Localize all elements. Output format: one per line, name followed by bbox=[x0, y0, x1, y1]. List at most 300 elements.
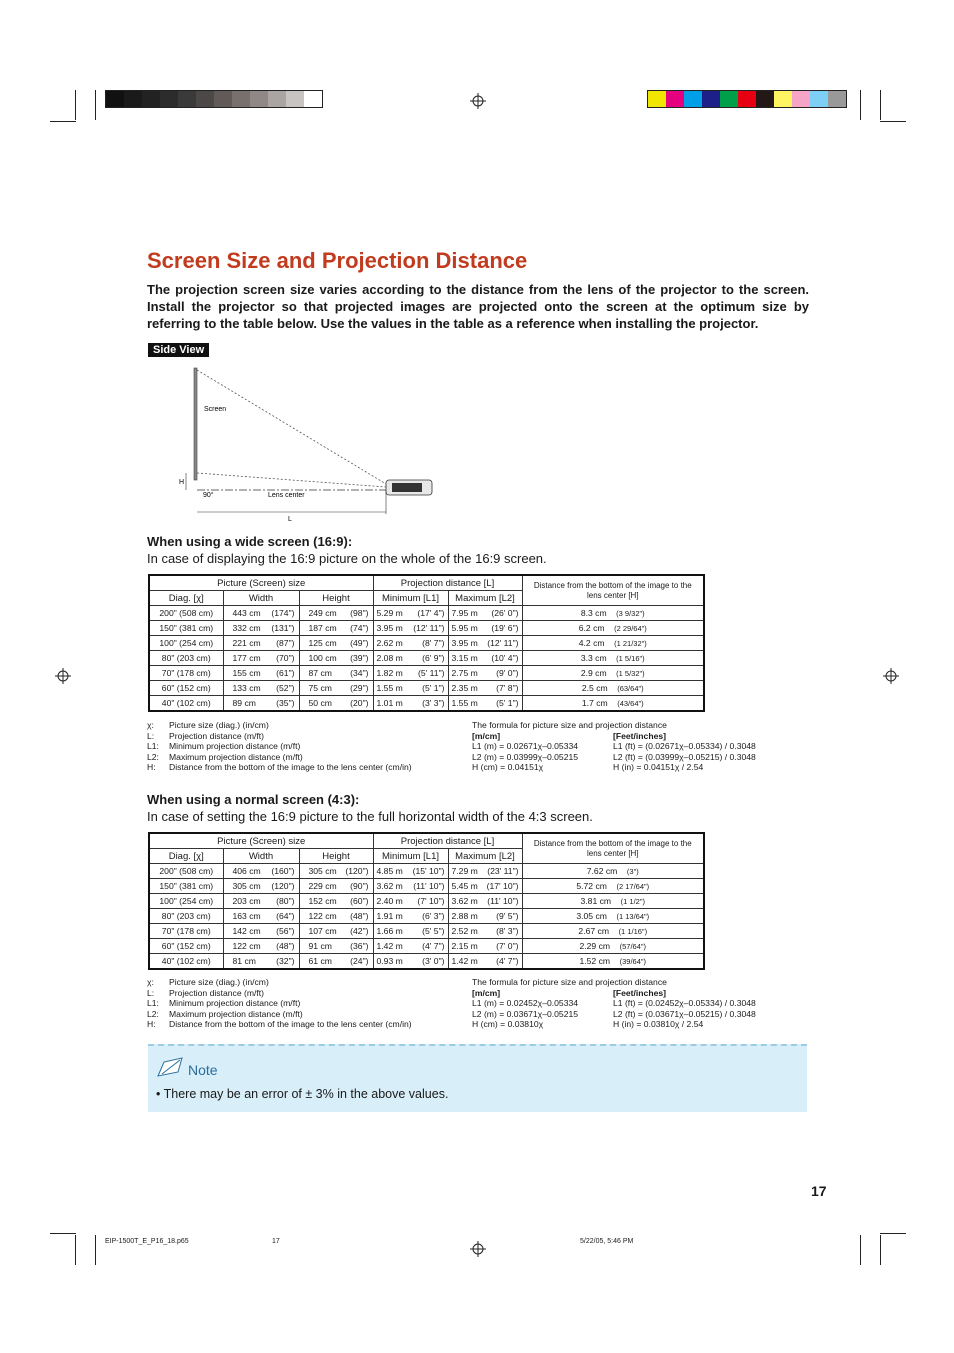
height-metric: 229 cm bbox=[308, 881, 337, 891]
legend-text: Distance from the bottom of the image to the lens center (cm/in) bbox=[169, 762, 412, 772]
table-row bbox=[149, 894, 704, 909]
color-swatch bbox=[286, 91, 304, 107]
lens-distance-imperial: (1 13/64") bbox=[616, 912, 650, 921]
table-row bbox=[149, 621, 704, 636]
max-imperial: (9' 5") bbox=[496, 911, 519, 921]
diag-value: 60" (152 cm) bbox=[161, 941, 211, 951]
color-swatch bbox=[756, 91, 774, 107]
normal-legend bbox=[147, 977, 412, 1030]
footer-file: EIP-1500T_E_P16_18.p65 bbox=[105, 1238, 189, 1245]
height-imperial: (74") bbox=[350, 623, 369, 633]
crop-mark bbox=[880, 121, 906, 122]
page-title: Screen Size and Projection Distance bbox=[147, 248, 528, 273]
height-imperial: (48") bbox=[350, 911, 369, 921]
table-row bbox=[149, 681, 704, 696]
formula-h-metric: H (cm) = 0.04151χ bbox=[472, 762, 544, 772]
legend-item bbox=[147, 741, 412, 752]
formula-title: The formula for picture size and projection distance bbox=[472, 720, 667, 730]
width-metric: 89 cm bbox=[232, 698, 256, 708]
min-metric: 1.82 m bbox=[376, 668, 403, 678]
note-title: Note bbox=[188, 1062, 218, 1078]
width-metric: 142 cm bbox=[232, 926, 261, 936]
angle-label: 90° bbox=[203, 492, 214, 499]
formula-l2-imperial: L2 (ft) = (0.03999χ–0.05215) / 0.3048 bbox=[613, 751, 756, 762]
projection-distance-header: Projection distance [L] bbox=[373, 575, 522, 591]
legend-key: L1: bbox=[147, 741, 159, 751]
footer-date: 5/22/05, 5:46 PM bbox=[580, 1238, 634, 1245]
crop-mark bbox=[860, 90, 861, 120]
width-metric: 163 cm bbox=[232, 911, 261, 921]
width-metric: 81 cm bbox=[232, 956, 256, 966]
height-metric: 75 cm bbox=[308, 683, 332, 693]
legend-text: Maximum projection distance (m/ft) bbox=[169, 1008, 303, 1019]
table-row bbox=[149, 924, 704, 939]
min-imperial: (3' 0") bbox=[422, 956, 445, 966]
min-imperial: (5' 5") bbox=[422, 926, 445, 936]
min-imperial: (4' 7") bbox=[422, 941, 445, 951]
registration-mark-icon bbox=[470, 93, 486, 109]
max-metric: 1.55 m bbox=[451, 698, 478, 708]
width-metric: 133 cm bbox=[232, 683, 261, 693]
width-imperial: (35") bbox=[276, 698, 295, 708]
lens-distance-metric: 1.52 cm bbox=[579, 956, 611, 966]
color-swatch bbox=[810, 91, 828, 107]
height-metric: 61 cm bbox=[308, 956, 332, 966]
legend-key: H: bbox=[147, 762, 156, 772]
unit-metric: [m/cm] bbox=[472, 730, 501, 741]
legend-item bbox=[147, 977, 412, 988]
height-metric: 187 cm bbox=[308, 623, 337, 633]
min-metric: 2.08 m bbox=[376, 653, 403, 663]
max-imperial: (17' 10") bbox=[486, 881, 519, 891]
table-row bbox=[149, 696, 704, 712]
diag-value: 100" (254 cm) bbox=[159, 896, 214, 906]
min-imperial: (12' 11") bbox=[413, 623, 445, 633]
grayscale-color-bar bbox=[105, 90, 323, 108]
min-metric: 1.42 m bbox=[376, 941, 403, 951]
color-swatch bbox=[792, 91, 810, 107]
legend-text: Minimum projection distance (m/ft) bbox=[169, 998, 301, 1008]
height-metric: 100 cm bbox=[308, 653, 337, 663]
max-imperial: (7' 0") bbox=[496, 941, 519, 951]
formula-l1-imperial: L1 (ft) = (0.02452χ–0.05334) / 0.3048 bbox=[613, 998, 756, 1008]
width-imperial: (87") bbox=[276, 638, 295, 648]
max-metric: 2.15 m bbox=[451, 941, 478, 951]
legend-text: Projection distance (m/ft) bbox=[169, 730, 265, 741]
height-metric: 122 cm bbox=[308, 911, 337, 921]
width-header: Width bbox=[223, 591, 299, 606]
width-imperial: (52") bbox=[276, 683, 295, 693]
unit-imperial: [Feet/inches] bbox=[613, 730, 667, 741]
width-imperial: (174") bbox=[271, 608, 295, 618]
legend-key: χ: bbox=[147, 977, 154, 987]
width-imperial: (61") bbox=[276, 668, 295, 678]
footer-page: 17 bbox=[272, 1238, 280, 1245]
height-imperial: (98") bbox=[350, 608, 369, 618]
picture-size-header: Picture (Screen) size bbox=[149, 833, 373, 849]
color-swatch bbox=[232, 91, 250, 107]
min-imperial: (11' 10") bbox=[413, 881, 445, 891]
color-swatch bbox=[738, 91, 756, 107]
height-metric: 249 cm bbox=[308, 608, 337, 618]
width-imperial: (80") bbox=[276, 896, 295, 906]
crop-mark bbox=[50, 121, 76, 122]
picture-size-header: Picture (Screen) size bbox=[149, 575, 373, 591]
lens-distance-metric: 2.67 cm bbox=[578, 926, 609, 936]
note-text: • There may be an error of ± 3% in the above values. bbox=[156, 1087, 449, 1101]
diag-value: 150" (381 cm) bbox=[159, 623, 214, 633]
height-metric: 50 cm bbox=[308, 698, 332, 708]
legend-item bbox=[147, 998, 412, 1009]
min-imperial: (6' 3") bbox=[422, 911, 445, 921]
diag-value: 200" (508 cm) bbox=[159, 608, 214, 618]
min-metric: 3.62 m bbox=[376, 881, 403, 891]
table-row bbox=[149, 636, 704, 651]
max-metric: 2.52 m bbox=[451, 926, 478, 936]
color-swatch bbox=[774, 91, 792, 107]
width-imperial: (56") bbox=[276, 926, 295, 936]
width-imperial: (64") bbox=[276, 911, 295, 921]
legend-key: L: bbox=[147, 987, 155, 998]
lens-distance-imperial: (1 5/32") bbox=[616, 669, 645, 678]
color-swatch bbox=[124, 91, 142, 107]
side-view-diagram bbox=[170, 362, 450, 527]
max-metric: 3.15 m bbox=[451, 653, 478, 663]
normal-screen-heading: When using a normal screen (4:3): bbox=[147, 792, 360, 807]
formula-h-imperial: H (in) = 0.04151χ / 2.54 bbox=[613, 762, 704, 772]
color-swatch bbox=[250, 91, 268, 107]
width-imperial: (70") bbox=[276, 653, 295, 663]
formula-title: The formula for picture size and projection distance bbox=[472, 977, 667, 987]
normal-screen-description: In case of setting the 16:9 picture to the full horizontal width of the 4:3 screen. bbox=[147, 809, 593, 824]
width-metric: 332 cm bbox=[232, 623, 261, 633]
pencil-note-icon bbox=[156, 1056, 186, 1078]
formula-l1-metric: L1 (m) = 0.02452χ–0.05334 bbox=[472, 998, 579, 1008]
height-metric: 152 cm bbox=[308, 896, 337, 906]
width-metric: 155 cm bbox=[232, 668, 261, 678]
height-imperial: (29") bbox=[350, 683, 369, 693]
crop-mark bbox=[75, 1235, 76, 1265]
h-label: H bbox=[179, 479, 185, 486]
process-color-bar bbox=[647, 90, 847, 108]
min-imperial: (7' 10") bbox=[417, 896, 445, 906]
lens-distance-metric: 2.9 cm bbox=[580, 668, 607, 678]
height-imperial: (20") bbox=[350, 698, 369, 708]
width-header: Width bbox=[223, 849, 299, 864]
table-row bbox=[149, 954, 704, 970]
legend-text: Maximum projection distance (m/ft) bbox=[169, 751, 303, 762]
max-imperial: (12' 11") bbox=[487, 638, 519, 648]
min-metric: 1.01 m bbox=[376, 698, 403, 708]
legend-text: Distance from the bottom of the image to the lens center (cm/in) bbox=[169, 1019, 412, 1029]
minimum-header: Minimum [L1] bbox=[373, 591, 448, 606]
color-swatch bbox=[214, 91, 232, 107]
lens-distance-metric: 2.29 cm bbox=[579, 941, 611, 951]
width-metric: 203 cm bbox=[232, 896, 261, 906]
legend-item bbox=[147, 731, 412, 742]
legend-key: L2: bbox=[147, 1008, 159, 1019]
legend-key: H: bbox=[147, 1019, 156, 1029]
projection-distance-header: Projection distance [L] bbox=[373, 833, 522, 849]
legend-item bbox=[147, 1019, 412, 1030]
maximum-header: Maximum [L2] bbox=[448, 849, 522, 864]
legend-key: L2: bbox=[147, 751, 159, 762]
color-swatch bbox=[160, 91, 178, 107]
min-imperial: (17' 4") bbox=[417, 608, 445, 618]
min-metric: 2.62 m bbox=[376, 638, 403, 648]
width-metric: 305 cm bbox=[232, 881, 261, 891]
formula-l1-metric: L1 (m) = 0.02671χ–0.05334 bbox=[472, 741, 579, 751]
diag-value: 70" (178 cm) bbox=[161, 668, 211, 678]
formula-h-imperial: H (in) = 0.03810χ / 2.54 bbox=[613, 1019, 704, 1029]
crop-mark bbox=[95, 1235, 96, 1265]
lens-distance-imperial: (2 17/64") bbox=[616, 882, 650, 891]
minimum-header: Minimum [L1] bbox=[373, 849, 448, 864]
height-header: Height bbox=[299, 591, 373, 606]
legend-key: L: bbox=[147, 730, 155, 741]
height-metric: 87 cm bbox=[308, 668, 332, 678]
registration-mark-icon bbox=[55, 668, 71, 684]
diag-value: 70" (178 cm) bbox=[161, 926, 211, 936]
formula-l2-metric: L2 (m) = 0.03671χ–0.05215 bbox=[472, 1008, 579, 1019]
height-imperial: (24") bbox=[350, 956, 369, 966]
height-metric: 107 cm bbox=[308, 926, 337, 936]
min-metric: 0.93 m bbox=[376, 956, 403, 966]
l-label: L bbox=[288, 516, 292, 523]
crop-mark bbox=[880, 90, 881, 120]
width-metric: 443 cm bbox=[232, 608, 261, 618]
wide-legend bbox=[147, 720, 412, 773]
legend-item bbox=[147, 988, 412, 999]
height-imperial: (120") bbox=[345, 866, 369, 876]
width-imperial: (32") bbox=[276, 956, 295, 966]
min-metric: 4.85 m bbox=[376, 866, 403, 876]
width-imperial: (160") bbox=[271, 866, 295, 876]
width-metric: 177 cm bbox=[232, 653, 261, 663]
lens-distance-metric: 8.3 cm bbox=[580, 608, 607, 618]
max-metric: 5.95 m bbox=[451, 623, 478, 633]
min-metric: 1.55 m bbox=[376, 683, 403, 693]
max-imperial: (23' 11") bbox=[487, 866, 519, 876]
lens-distance-imperial: (1 1/2") bbox=[620, 897, 645, 906]
formula-h-metric: H (cm) = 0.03810χ bbox=[472, 1019, 544, 1029]
diag-value: 150" (381 cm) bbox=[159, 881, 214, 891]
lens-distance-metric: 5.72 cm bbox=[576, 881, 607, 891]
min-metric: 2.40 m bbox=[376, 896, 403, 906]
diag-value: 100" (254 cm) bbox=[159, 638, 214, 648]
crop-mark bbox=[50, 1233, 76, 1234]
max-metric: 3.62 m bbox=[451, 896, 478, 906]
diag-value: 200" (508 cm) bbox=[159, 866, 214, 876]
lens-distance-metric: 3.81 cm bbox=[580, 896, 612, 906]
height-imperial: (36") bbox=[350, 941, 369, 951]
table-row bbox=[149, 879, 704, 894]
lens-distance-metric: 3.05 cm bbox=[576, 911, 607, 921]
max-imperial: (9' 0") bbox=[496, 668, 519, 678]
lens-distance-imperial: (2 29/64") bbox=[614, 624, 647, 633]
lens-distance-imperial: (1 5/16") bbox=[616, 654, 645, 663]
height-imperial: (90") bbox=[350, 881, 369, 891]
width-metric: 406 cm bbox=[232, 866, 261, 876]
diag-value: 60" (152 cm) bbox=[161, 683, 211, 693]
lens-center-label: Lens center bbox=[268, 492, 305, 499]
wide-screen-heading: When using a wide screen (16:9): bbox=[147, 534, 353, 549]
color-swatch bbox=[702, 91, 720, 107]
color-swatch bbox=[196, 91, 214, 107]
color-swatch bbox=[268, 91, 286, 107]
height-imperial: (39") bbox=[350, 653, 369, 663]
unit-imperial: [Feet/inches] bbox=[613, 987, 667, 998]
color-swatch bbox=[648, 91, 666, 107]
color-swatch bbox=[666, 91, 684, 107]
min-imperial: (15' 10") bbox=[412, 866, 445, 876]
legend-text: Picture size (diag.) (in/cm) bbox=[169, 977, 269, 987]
registration-mark-icon bbox=[470, 1241, 486, 1257]
max-metric: 7.95 m bbox=[451, 608, 478, 618]
diag-value: 80" (203 cm) bbox=[161, 911, 211, 921]
side-view-label: Side View bbox=[148, 343, 209, 357]
unit-metric: [m/cm] bbox=[472, 987, 501, 998]
table-row bbox=[149, 864, 704, 879]
max-imperial: (10' 4") bbox=[491, 653, 519, 663]
max-imperial: (7' 8") bbox=[496, 683, 519, 693]
legend-text: Minimum projection distance (m/ft) bbox=[169, 741, 301, 751]
max-imperial: (5' 1") bbox=[496, 698, 519, 708]
min-imperial: (5' 11") bbox=[417, 668, 445, 678]
height-metric: 125 cm bbox=[308, 638, 337, 648]
formula-l2-metric: L2 (m) = 0.03999χ–0.05215 bbox=[472, 751, 579, 762]
max-imperial: (11' 10") bbox=[487, 896, 519, 906]
color-swatch bbox=[178, 91, 196, 107]
height-imperial: (49") bbox=[350, 638, 369, 648]
legend-key: L1: bbox=[147, 998, 159, 1008]
max-imperial: (26' 0") bbox=[491, 608, 519, 618]
crop-mark bbox=[880, 1235, 881, 1265]
width-imperial: (120") bbox=[271, 881, 295, 891]
formula-l2-imperial: L2 (ft) = (0.03671χ–0.05215) / 0.3048 bbox=[613, 1008, 756, 1019]
lens-distance-header: Distance from the bottom of the image to the lens center [H] bbox=[522, 833, 704, 864]
wide-formula bbox=[472, 720, 802, 773]
lens-distance-metric: 7.62 cm bbox=[586, 866, 618, 876]
lens-distance-imperial: (3 9/32") bbox=[616, 609, 645, 618]
formula-l1-imperial: L1 (ft) = (0.02671χ–0.05334) / 0.3048 bbox=[613, 741, 756, 751]
min-imperial: (8' 7") bbox=[422, 638, 445, 648]
lens-distance-metric: 2.5 cm bbox=[581, 683, 608, 693]
wide-screen-table bbox=[148, 574, 705, 712]
min-metric: 3.95 m bbox=[376, 623, 403, 633]
width-metric: 122 cm bbox=[232, 941, 261, 951]
diag-value: 40" (102 cm) bbox=[161, 698, 211, 708]
lens-distance-metric: 6.2 cm bbox=[578, 623, 605, 633]
diag-header: Diag. [χ] bbox=[149, 591, 223, 606]
legend-text: Projection distance (m/ft) bbox=[169, 987, 265, 998]
table-row bbox=[149, 651, 704, 666]
color-swatch bbox=[684, 91, 702, 107]
lens-distance-imperial: (63/64") bbox=[617, 684, 644, 693]
lens-distance-imperial: (57/64") bbox=[619, 942, 647, 951]
wide-screen-description: In case of displaying the 16:9 picture on the whole of the 16:9 screen. bbox=[147, 551, 547, 566]
min-metric: 5.29 m bbox=[376, 608, 403, 618]
max-metric: 2.75 m bbox=[451, 668, 478, 678]
max-imperial: (19' 6") bbox=[491, 623, 519, 633]
height-metric: 305 cm bbox=[308, 866, 337, 876]
maximum-header: Maximum [L2] bbox=[448, 591, 522, 606]
height-metric: 91 cm bbox=[308, 941, 332, 951]
crop-mark bbox=[75, 90, 76, 120]
lens-distance-imperial: (43/64") bbox=[617, 699, 644, 708]
normal-screen-table bbox=[148, 832, 705, 970]
legend-item bbox=[147, 720, 412, 731]
color-swatch bbox=[828, 91, 846, 107]
lens-distance-metric: 4.2 cm bbox=[578, 638, 605, 648]
lens-distance-imperial: (1 21/32") bbox=[614, 639, 647, 648]
max-imperial: (4' 7") bbox=[496, 956, 519, 966]
legend-item bbox=[147, 762, 412, 773]
legend-text: Picture size (diag.) (in/cm) bbox=[169, 720, 269, 730]
crop-mark bbox=[95, 90, 96, 120]
max-imperial: (8' 3") bbox=[496, 926, 519, 936]
width-imperial: (48") bbox=[276, 941, 295, 951]
crop-mark bbox=[860, 1235, 861, 1265]
height-header: Height bbox=[299, 849, 373, 864]
color-swatch bbox=[720, 91, 738, 107]
note-box bbox=[148, 1044, 807, 1112]
page-number: 17 bbox=[811, 1183, 827, 1199]
intro-paragraph: The projection screen size varies according to the distance from the lens of the projector to the screen. Install the projector so that projected images are projected onto the screen at the optimum size by referring to the table below. Use the values in the table as a reference when installing the projector. bbox=[147, 282, 809, 331]
min-metric: 1.66 m bbox=[376, 926, 403, 936]
lens-distance-metric: 3.3 cm bbox=[580, 653, 607, 663]
height-imperial: (34") bbox=[350, 668, 369, 678]
registration-mark-icon bbox=[883, 668, 899, 684]
diag-value: 40" (102 cm) bbox=[161, 956, 211, 966]
table-row bbox=[149, 909, 704, 924]
width-metric: 221 cm bbox=[232, 638, 261, 648]
lens-distance-imperial: (1 1/16") bbox=[618, 927, 648, 936]
color-swatch bbox=[304, 91, 322, 107]
lens-distance-imperial: (39/64") bbox=[619, 957, 647, 966]
width-imperial: (131") bbox=[271, 623, 295, 633]
lens-distance-imperial: (3") bbox=[626, 867, 639, 876]
lens-distance-metric: 1.7 cm bbox=[581, 698, 608, 708]
max-metric: 3.95 m bbox=[451, 638, 478, 648]
table-row bbox=[149, 666, 704, 681]
max-metric: 1.42 m bbox=[451, 956, 478, 966]
height-imperial: (60") bbox=[350, 896, 369, 906]
min-imperial: (5' 1") bbox=[422, 683, 445, 693]
min-metric: 1.91 m bbox=[376, 911, 403, 921]
lens-distance-header: Distance from the bottom of the image to the lens center [H] bbox=[522, 575, 704, 606]
table-row bbox=[149, 606, 704, 621]
normal-formula bbox=[472, 977, 802, 1030]
height-imperial: (42") bbox=[350, 926, 369, 936]
crop-mark bbox=[880, 1233, 906, 1234]
max-metric: 7.29 m bbox=[451, 866, 478, 876]
min-imperial: (6' 9") bbox=[422, 653, 445, 663]
min-imperial: (3' 3") bbox=[422, 698, 445, 708]
max-metric: 5.45 m bbox=[451, 881, 478, 891]
screen-label: Screen bbox=[204, 406, 227, 413]
color-swatch bbox=[106, 91, 124, 107]
max-metric: 2.88 m bbox=[451, 911, 478, 921]
max-metric: 2.35 m bbox=[451, 683, 478, 693]
legend-item bbox=[147, 752, 412, 763]
diag-header: Diag. [χ] bbox=[149, 849, 223, 864]
color-swatch bbox=[142, 91, 160, 107]
table-row bbox=[149, 939, 704, 954]
legend-key: χ: bbox=[147, 720, 154, 730]
legend-item bbox=[147, 1009, 412, 1020]
diag-value: 80" (203 cm) bbox=[161, 653, 211, 663]
